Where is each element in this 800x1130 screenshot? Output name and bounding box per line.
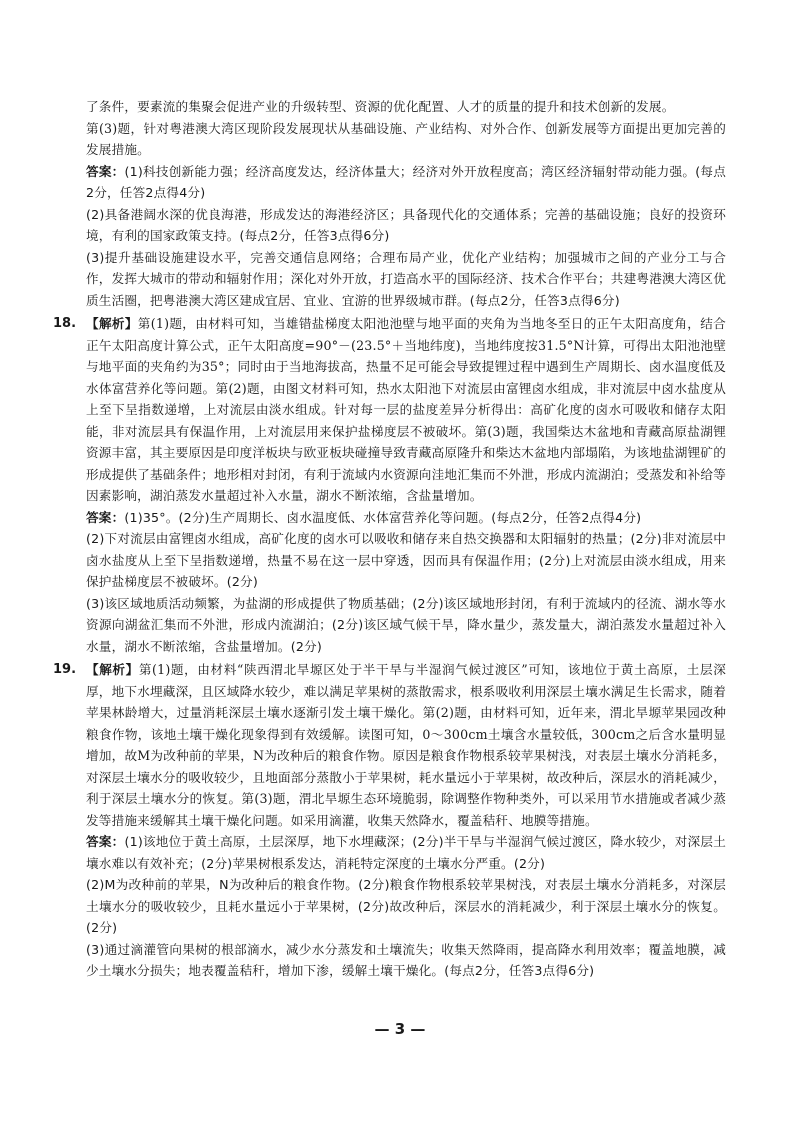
question-19	[53, 659, 726, 982]
analysis-label: 【解析】	[86, 662, 139, 677]
q19-answer-1	[86, 831, 726, 874]
q18-answer-3: (3)该区域地质活动频繁，为盐湖的形成提供了物质基础；(2分)该区域地形封闭，有利于流域内的径流、湖水等水资源向湖盆汇集而不外泄，形成内流湖泊；(2分)该区域气候干旱，降水量少，蒸发量大，湖泊蒸发水量超过补入水量，湖水不断浓缩，含盐量增加。(2分)	[86, 595, 726, 654]
q19-analysis	[86, 659, 726, 831]
q18-analysis-text: 第(1)题，由材料可知，当雄错盐梯度太阳池池壁与地平面的夹角为当地冬至日的正午太阳高度角，结合正午太阳高度计算公式，正午太阳高度=90°－(23.5°＋当地纬度)，当地纬度按31.5°N计算，可得出太阳池池壁与地平面的夹角约为35°；同时由于当地海拔高，热量不足可能会导致提锂过程中遇到生产周期长、卤水温度低及水体富营养化等问题。第(2)题，由图文材料可知，热水太阳池下对流层由富锂卤水组成，非对流层中卤水盐度从上至下呈指数递增，上对流层由淡水组成。针对每一层的盐度差异分析得出：高矿化度的卤水可吸收和储存太阳能，非对流层具有保温作用，上对流层用来保护盐梯度层不被破坏。第(3)题，我国柴达木盆地和青藏高原盐湖锂资源丰富，其主要原因是印度洋板块与欧亚板块碰撞导致青藏高原隆升和柴达木盆地内部塌陷，为该地盐湖锂矿的形成提供了基础条件；地形相对封闭，有利于流域内水资源向洼地汇集而不外泄，形成内流湖泊；受蒸发和补给等因素影响，湖泊蒸发水量超过补入水量，湖水不断浓缩，含盐量增加。	[86, 316, 726, 503]
q17-analysis-tail-1: 了条件，要素流的集聚会促进产业的升级转型、资源的优化配置、人才的质量的提升和技术创新的发展。	[86, 99, 675, 114]
page-number: — 3 —	[374, 1020, 426, 1038]
q19-answer-2: (2)M为改种前的苹果，N为改种后的粮食作物。(2分)粮食作物根系较苹果树浅，对表层土壤水分消耗多，对深层土壤水分的吸收较少，且耗水量远小于苹果树，(2分)故改种后，深层水的消耗减少，利于深层土壤水分的恢复。(2分)	[86, 877, 726, 935]
q19-answer-1-text: (1)该地位于黄土高原，土层深厚，地下水埋藏深；(2分)半干旱与半湿润气候过渡区，降水较少，对深层土壤水难以有效补充；(2分)苹果树根系发达，消耗特定深度的土壤水分严重。(2分)	[86, 834, 726, 871]
q18-answer-1-text: (1)35°。(2分)生产周期长、卤水温度低、水体富营养化等问题。(每点2分，任答2点得4分)	[124, 509, 642, 525]
question-number-19: 19.	[53, 662, 77, 677]
q17-answer-3: (3)提升基础设施建设水平，完善交通信息网络；合理布局产业，优化产业结构；加强城市之间的产业分工与合作，发挥大城市的带动和辐射作用；深化对外开放，打造高水平的国际经济、技术合作平台；共建粤港澳大湾区优质生活圈，把粤港澳大湾区建成宜居、宜业、宜游的世界级城市群。(每点2分，任答3点得6分)	[86, 249, 726, 308]
q17-answer-1-text: (1)科技创新能力强；经济高度发达，经济体量大；经济对外开放程度高；湾区经济辐射带动能力强。(每点2分，任答2点得4分)	[86, 163, 726, 200]
question-18	[53, 313, 726, 657]
analysis-label: 【解析】	[86, 316, 138, 331]
answer-label: 答案：	[86, 163, 125, 179]
q18-answer-1	[86, 507, 726, 529]
question-number-18: 18.	[53, 316, 77, 331]
q17-answer-1	[86, 161, 726, 204]
answer-label: 答案：	[86, 509, 125, 525]
q18-analysis	[86, 313, 726, 507]
page-content	[53, 96, 726, 982]
q17-analysis-tail-2: 第(3)题，针对粤港澳大湾区现阶段发展现状从基础设施、产业结构、对外合作、创新发展等方面提出更加完善的发展措施。	[86, 120, 726, 157]
q19-analysis-text: 第(1)题，由材料“陕西渭北旱塬区处于半干旱与半湿润气候过渡区”可知，该地位于黄土高原，土层深厚，地下水埋藏深，且区域降水较少，难以满足苹果树的蒸散需求，根系吸收利用深层土壤水满足生长需求，随着苹果林龄增大，过量消耗深层土壤水逐渐引发土壤干燥化。第(2)题，由材料可知，近年来，渭北旱塬苹果园改种粮食作物，该地土壤干燥化现象得到有效缓解。读图可知，0～300cm土壤含水量较低，300cm之后含水量明显增加，故M为改种前的苹果，N为改种后的粮食作物。原因是粮食作物根系较苹果树浅，对表层土壤水分消耗多，对深层土壤水分的吸收较少，且地面部分蒸散小于苹果树，耗水量远小于苹果树，故改种后，深层水的消耗减少，利于深层土壤水分的恢复。第(3)题，渭北旱塬生态环境脆弱，除调整作物种类外，可以采用节水措施或者减少蒸发等措施来缓解其土壤干燥化问题。如采用滴灌，收集天然降水，覆盖秸秆、地膜等措施。	[86, 662, 726, 828]
q17-answer-2: (2)具备港阔水深的优良海港，形成发达的海港经济区；具备现代化的交通体系；完善的基础设施；良好的投资环境，有利的国家政策支持。(每点2分，任答3点得6分)	[86, 206, 726, 243]
q18-answer-2: (2)下对流层由富锂卤水组成，高矿化度的卤水可以吸收和储存来自热交换器和太阳辐射的热量；(2分)非对流层中卤水盐度从上至下呈指数递增，热量不易在这一层中穿透，因而具有保温作用；(2分)上对流层由淡水组成，用来保护盐梯度层不被破坏。(2分)	[86, 531, 726, 589]
q19-answer-3: (3)通过滴灌管向果树的根部滴水，减少水分蒸发和土壤流失；收集天然降雨，提高降水利用效率；覆盖地膜，减少土壤水分损失；地表覆盖秸秆，增加下渗，缓解土壤干燥化。(每点2分，任答3点得6分)	[86, 941, 726, 978]
answer-label: 答案：	[86, 834, 125, 849]
